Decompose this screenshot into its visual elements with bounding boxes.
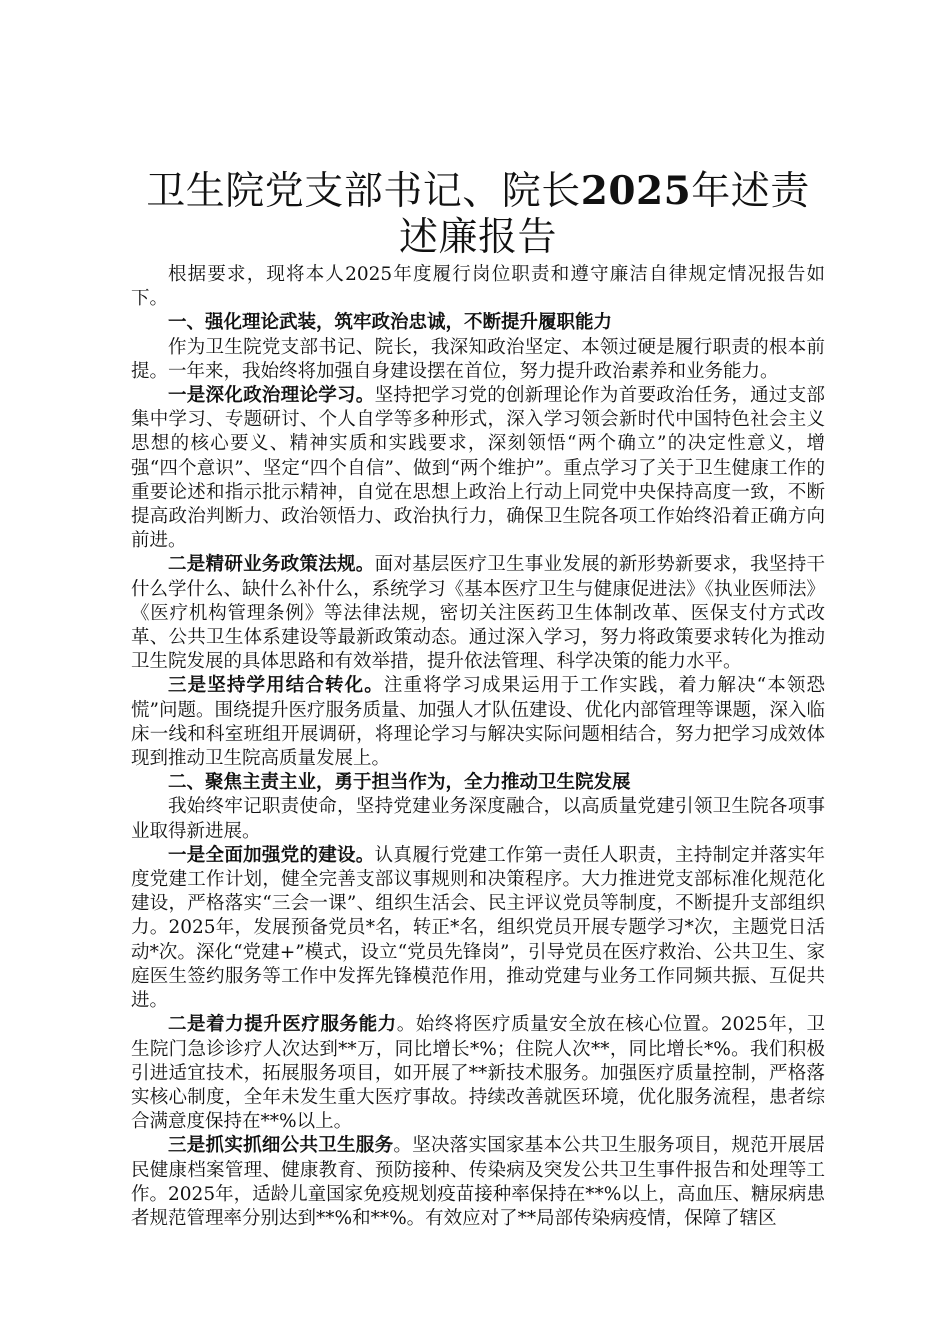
item-text: 。坚决落实国家基本公共卫生服务项目，规范开展居民健康档案管理、健康教育、预防接种、传染病及突发公共卫生事件报告和处理等工作。2025年，适龄儿童国家免疫规划疫苗接种率保持在**%以上，高血压、糖尿病患者规范管理率分别达到**%和**%。有效应对了**局部传染病疫情，保障了辖区 — [131, 1135, 825, 1229]
section-1-item-2 — [131, 553, 825, 674]
item-lead: 一是全面加强党的建设。 — [168, 844, 375, 866]
section-2-item-3 — [131, 1134, 825, 1231]
report-title — [131, 168, 825, 261]
title-part-1: 卫生院党支部书记、院长 — [146, 169, 581, 214]
item-lead: 三是抓实抓细公共卫生服务 — [168, 1135, 394, 1157]
title-part-2: 年述责述廉报告 — [398, 169, 810, 260]
item-text: 。始终将医疗质量安全放在核心位置。2025年，卫生院门急诊诊疗人次达到**万，同比增长*%；住院人次**，同比增长*%。我们积极引进适宜技术，拓展服务项目，如开展了**新技术服务。加强医疗质量控制，严格落实核心制度，全年未发生重大医疗事故。持续改善就医环境，优化服务流程，患者综合满意度保持在**%以上。 — [131, 1014, 825, 1133]
section-2-item-2 — [131, 1013, 825, 1134]
section-1-item-3 — [131, 674, 825, 771]
item-lead: 一是深化政治理论学习。 — [168, 385, 375, 407]
item-lead: 三是坚持学用结合转化。 — [168, 675, 384, 697]
section-1-intro: 作为卫生院党支部书记、院长，我深知政治坚定、本领过硬是履行职责的根本前提。一年来，我始终将加强自身建设摆在首位，努力提升政治素养和业务能力。 — [131, 336, 825, 382]
section-1-heading: 一、强化理论武装，筑牢政治忠诚，不断提升履职能力 — [168, 312, 613, 334]
item-text: 面对基层医疗卫生事业发展的新形势新要求，我坚持干什么学什么、缺什么补什么，系统学习《基本医疗卫生与健康促进法》《执业医师法》《医疗机构管理条例》等法律法规，密切关注医药卫生体制改革、医保支付方式改革、公共卫生体系建设等最新政策动态。通过深入学习，努力将政策要求转化为推动卫生院发展的具体思路和有效举措，提升依法管理、科学决策的能力水平。 — [131, 554, 825, 673]
section-2-heading: 二、聚焦主责主业，勇于担当作为，全力推动卫生院发展 — [168, 772, 631, 794]
item-lead: 二是精研业务政策法规。 — [168, 554, 375, 576]
intro-paragraph: 根据要求，现将本人2025年度履行岗位职责和遵守廉洁自律规定情况报告如下。 — [131, 264, 825, 310]
section-2-intro: 我始终牢记职责使命，坚持党建业务深度融合，以高质量党建引领卫生院各项事业取得新进展。 — [131, 796, 825, 842]
title-year: 2025 — [580, 168, 692, 214]
section-2-item-1 — [131, 844, 825, 1013]
item-lead: 二是着力提升医疗服务能力 — [168, 1014, 397, 1036]
item-text: 认真履行党建工作第一责任人职责，主持制定并落实年度党建工作计划，健全完善支部议事规则和决策程序。大力推进党支部标准化规范化建设，严格落实“三会一课”、组织生活会、民主评议党员等制度，不断提升支部组织力。2025年，发展预备党员*名，转正*名，组织党员开展专题学习*次，主题党日活动*次。深化“党建+”模式，设立“党员先锋岗”，引导党员在医疗救治、公共卫生、家庭医生签约服务等工作中发挥先锋模范作用，推动党建与业务工作同频共振、互促共进。 — [131, 844, 825, 1012]
report-page — [131, 168, 825, 1231]
item-text: 注重将学习成果运用于工作实践，着力解决“本领恐慌”问题。围绕提升医疗服务质量、加强人才队伍建设、优化内部管理等课题，深入临床一线和科室班组开展调研，将理论学习与解决实际问题相结合，努力把学习成效体现到推动卫生院高质量发展上。 — [131, 675, 825, 770]
section-1-item-1 — [131, 384, 825, 553]
item-text: 坚持把学习党的创新理论作为首要政治任务，通过支部集中学习、专题研讨、个人自学等多种形式，深入学习领会新时代中国特色社会主义思想的核心要义、精神实质和实践要求，深刻领悟“两个确立”的决定性意义，增强“四个意识”、坚定“四个自信”、做到“两个维护”。重点学习了关于卫生健康工作的重要论述和指示批示精神，自觉在思想上政治上行动上同党中央保持高度一致，不断提高政治判断力、政治领悟力、政治执行力，确保卫生院各项工作始终沿着正确方向前进。 — [131, 385, 825, 552]
